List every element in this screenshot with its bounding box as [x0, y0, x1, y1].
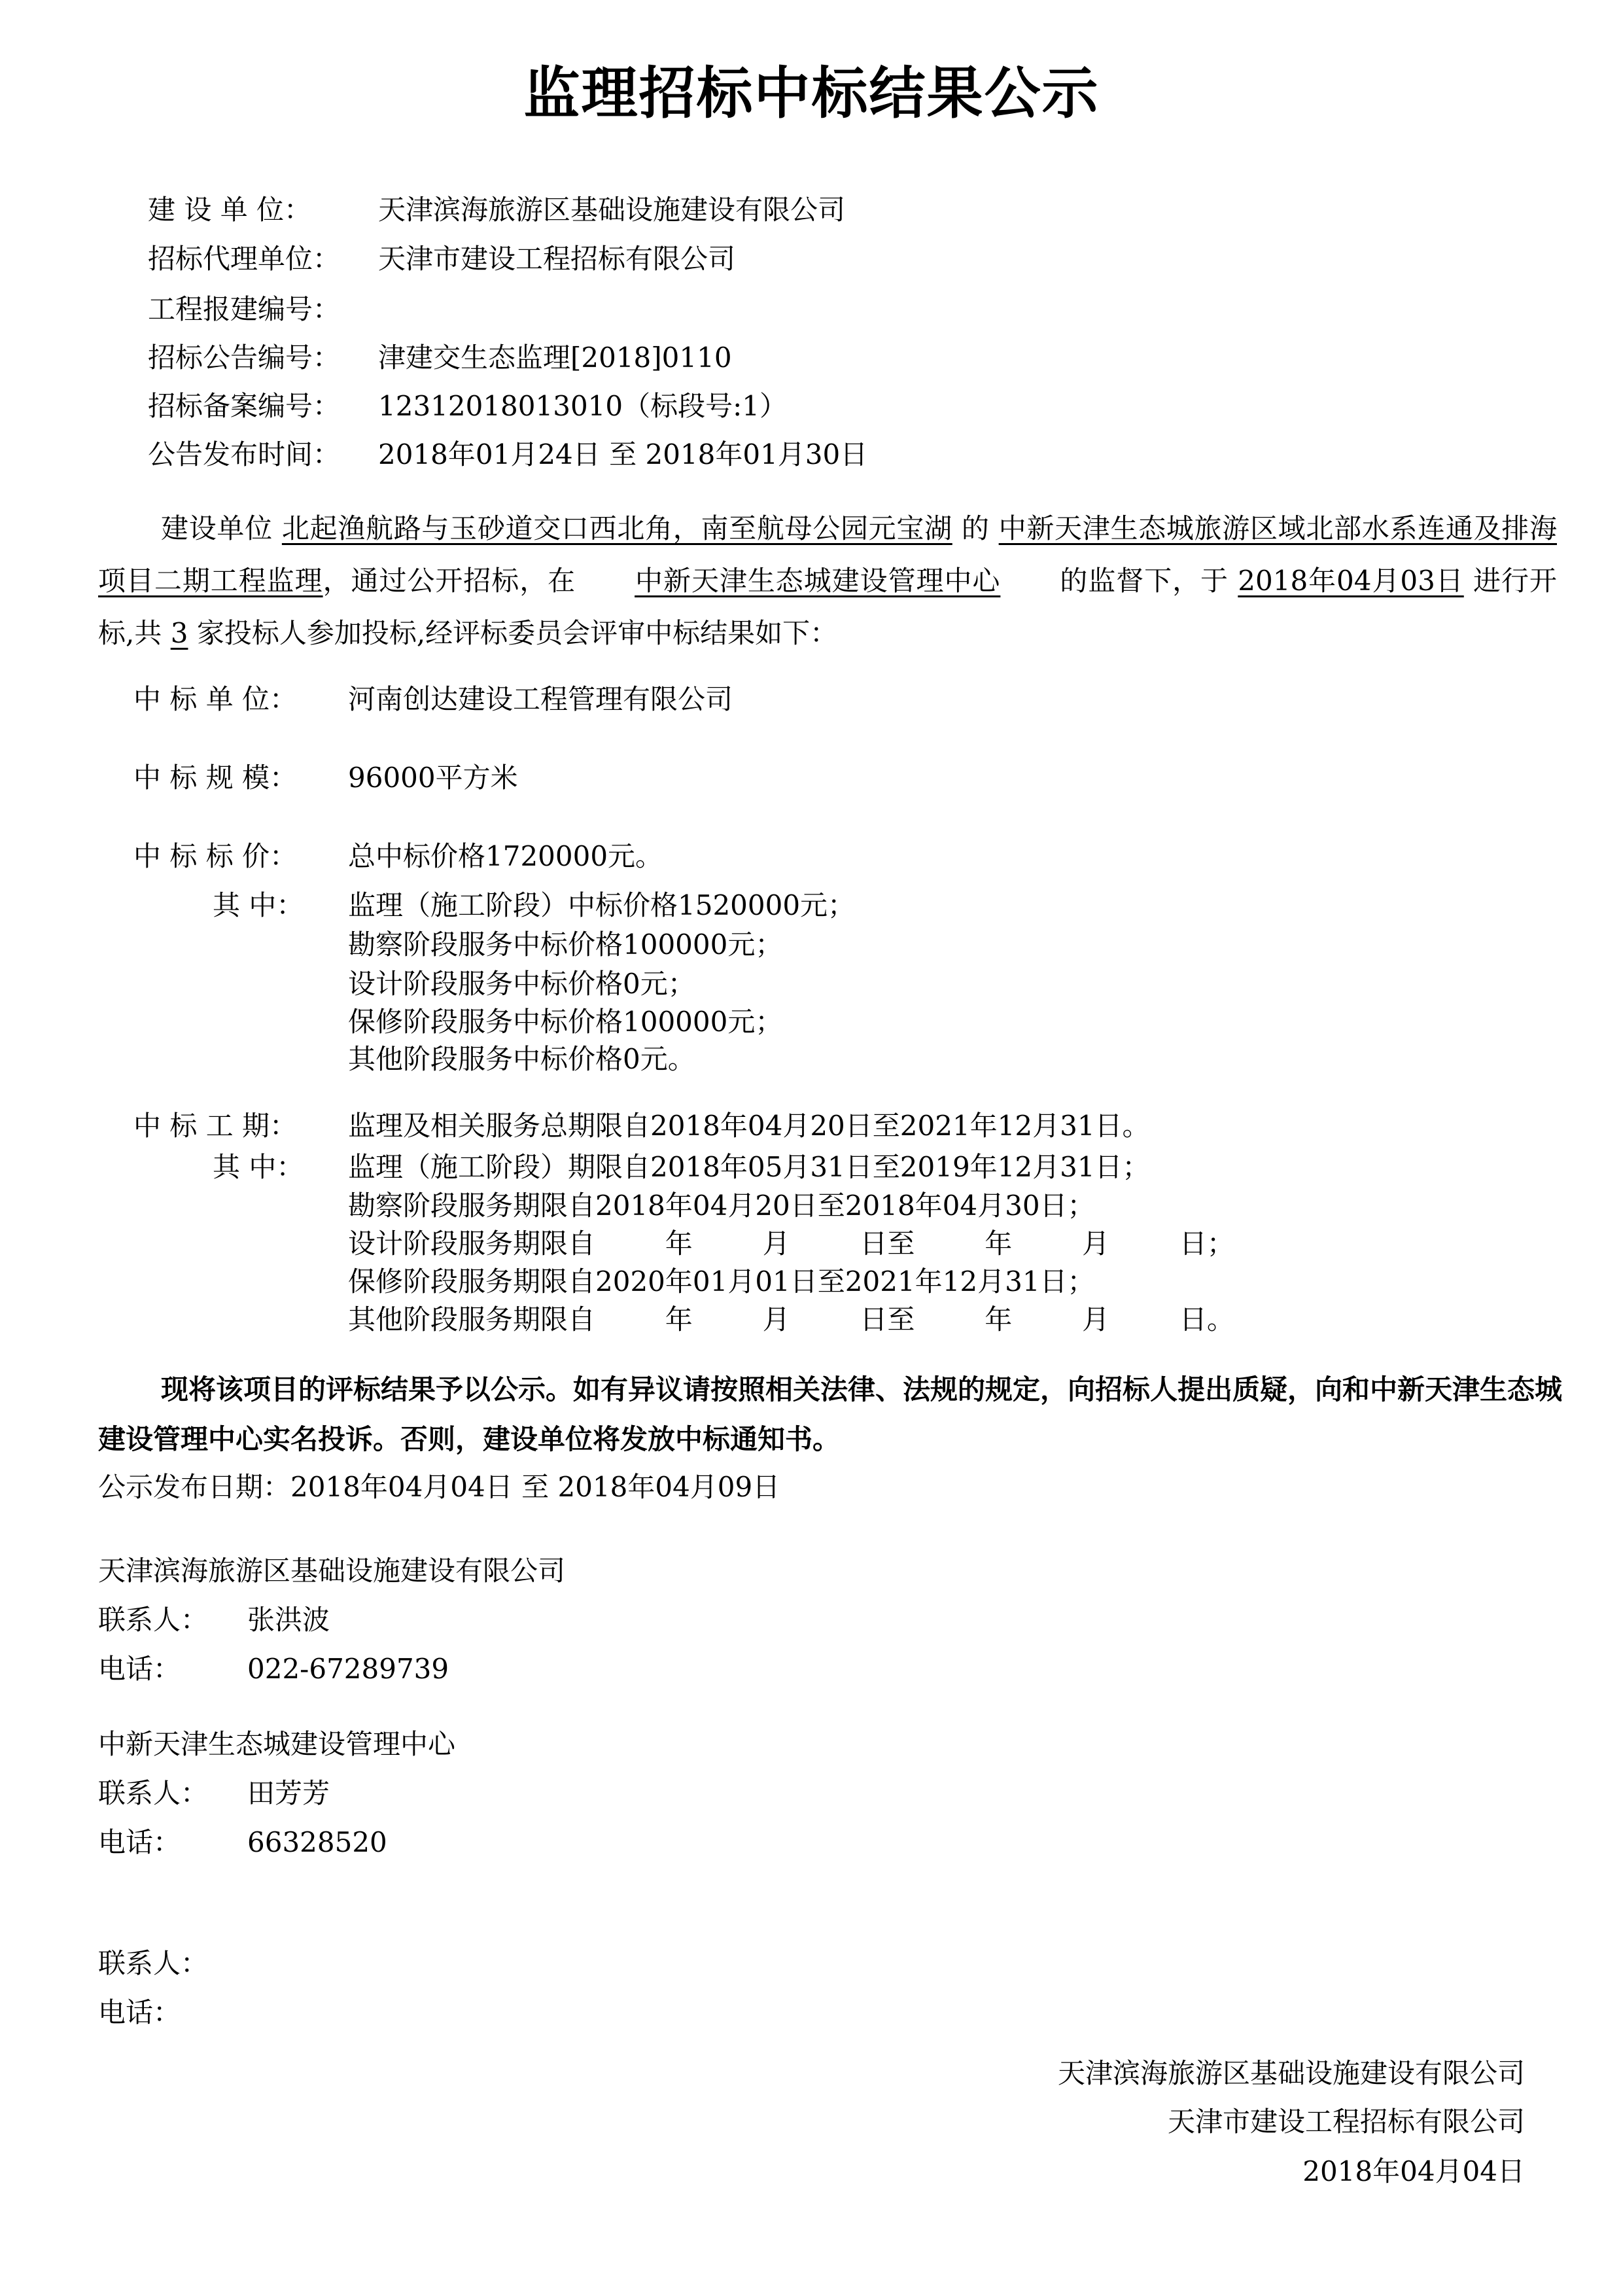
signature-org-2: 天津市建设工程招标有限公司: [1167, 2106, 1525, 2138]
price-label: 中 标 标 价：: [133, 840, 298, 872]
header-value-publish-time: 2018年01月24日 至 2018年01月30日: [378, 438, 868, 470]
project-name: 中新天津生态城旅游区域北部水系连通及排海项目二期工程监理: [98, 512, 1557, 597]
header-label-project-number: 工程报建编号：: [148, 293, 341, 325]
page-title: 监理招标中标结果公示: [523, 60, 1100, 126]
period-item: 设计阶段服务期限自 年 月 日至 年 月 日；: [348, 1227, 1234, 1260]
contact-phone-label: 电话：: [98, 1826, 181, 1858]
period-label: 中 标 工 期：: [133, 1110, 298, 1142]
publish-period: 公示发布日期：2018年04月04日 至 2018年04月09日: [98, 1471, 780, 1503]
contact-person: 田芳芳: [247, 1777, 330, 1809]
contact-org: 天津滨海旅游区基础设施建设有限公司: [98, 1555, 566, 1587]
period-item: 勘察阶段服务期限自2018年04月20日至2018年04月30日；: [348, 1190, 1095, 1222]
period-item: 其他阶段服务期限自 年 月 日至 年 月 日。: [348, 1303, 1234, 1335]
price-item: 勘察阶段服务中标价格100000元；: [348, 928, 783, 961]
contact-phone: 022-67289739: [247, 1653, 449, 1685]
winner-value: 河南创达建设工程管理有限公司: [348, 683, 733, 715]
intro-text-1: 建设单位: [161, 512, 273, 544]
price-item: 保修阶段服务中标价格100000元；: [348, 1006, 783, 1038]
scale-label: 中 标 规 模：: [133, 762, 298, 794]
blank-contact-phone-label: 电话：: [98, 1996, 181, 2028]
intro-paragraph: [98, 503, 1557, 660]
project-location: 北起渔航路与玉砂道交口西北角，南至航母公园元宝湖: [281, 512, 952, 544]
intro-text-5: 进行开标,共: [98, 565, 1557, 649]
intro-text-3: ，通过公开招标，在: [323, 565, 576, 597]
period-among-label: 其 中：: [213, 1151, 304, 1183]
contact-person: 张洪波: [247, 1604, 330, 1636]
intro-text-6: 家投标人参加投标,经评标委员会评审中标结果如下：: [196, 617, 838, 649]
objection-notice: 现将该项目的评标结果予以公示。如有异议请按照相关法律、法规的规定，向招标人提出质疑，向和中新天津生态城建设管理中心实名投诉。否则，建设单位将发放中标通知书。: [98, 1373, 1563, 1455]
intro-text-4: 的监督下，于: [1059, 565, 1229, 597]
price-among-label: 其 中：: [213, 889, 304, 921]
opening-date: 2018年04月03日: [1238, 565, 1464, 597]
period-item: 监理（施工阶段）期限自2018年05月31日至2019年12月31日；: [348, 1151, 1150, 1183]
header-value-notice-number: 津建交生态监理[2018]0110: [378, 342, 732, 374]
contact-org: 中新天津生态城建设管理中心: [98, 1728, 456, 1760]
contact-person-label: 联系人：: [98, 1777, 209, 1809]
header-label-agent: 招标代理单位：: [148, 243, 341, 275]
winner-label: 中 标 单 位：: [133, 683, 298, 715]
header-value-construction-unit: 天津滨海旅游区基础设施建设有限公司: [378, 194, 846, 226]
price-item: 设计阶段服务中标价格0元；: [348, 968, 695, 1000]
supervising-agency: 中新天津生态城建设管理中心: [635, 565, 1001, 597]
header-label-filing-number: 招标备案编号：: [148, 390, 341, 422]
bidder-count: 3: [170, 617, 188, 649]
header-label-publish-time: 公告发布时间：: [148, 438, 341, 470]
signature-date: 2018年04月04日: [1302, 2155, 1525, 2187]
price-item: 其他阶段服务中标价格0元。: [348, 1043, 695, 1075]
intro-text-2: 的: [961, 512, 990, 544]
header-value-filing-number: 12312018013010（标段号:1）: [378, 390, 787, 422]
period-total: 监理及相关服务总期限自2018年04月20日至2021年12月31日。: [348, 1110, 1150, 1142]
price-item: 监理（施工阶段）中标价格1520000元；: [348, 889, 856, 921]
contact-person-label: 联系人：: [98, 1604, 209, 1636]
header-label-construction-unit: 建 设 单 位：: [148, 194, 312, 226]
price-total: 总中标价格1720000元。: [348, 840, 663, 872]
signature-org-1: 天津滨海旅游区基础设施建设有限公司: [1057, 2057, 1525, 2089]
scale-value: 96000平方米: [348, 762, 518, 794]
header-label-notice-number: 招标公告编号：: [148, 342, 341, 374]
blank-contact-person-label: 联系人：: [98, 1947, 209, 1979]
contact-phone: 66328520: [247, 1826, 387, 1858]
header-value-agent: 天津市建设工程招标有限公司: [378, 243, 736, 275]
period-item: 保修阶段服务期限自2020年01月01日至2021年12月31日；: [348, 1265, 1095, 1298]
contact-phone-label: 电话：: [98, 1653, 181, 1685]
